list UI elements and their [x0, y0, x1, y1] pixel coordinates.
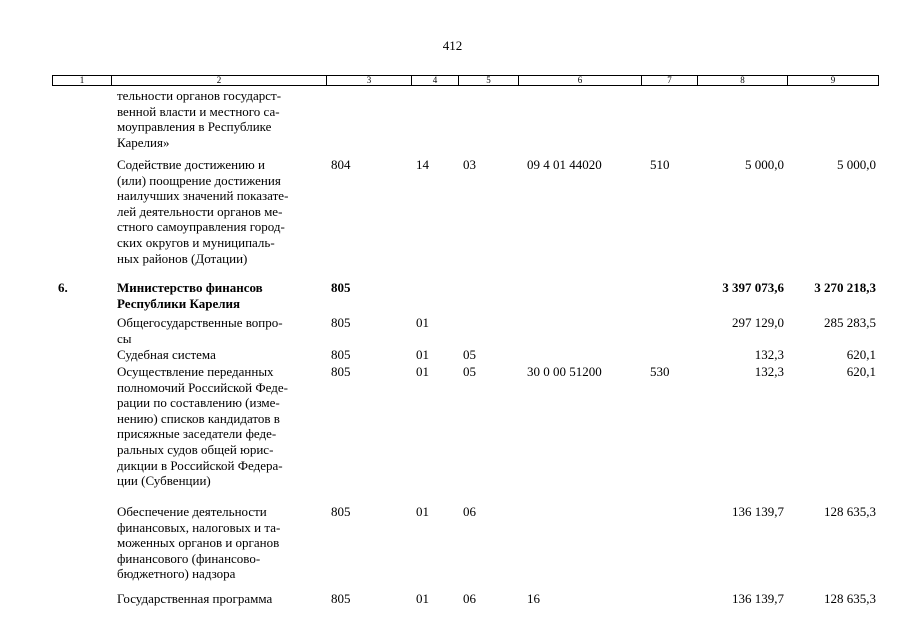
column-number-9: 9: [830, 75, 836, 85]
row-amount-8: 132,3: [754, 364, 784, 379]
column-number-6: 6: [519, 76, 642, 85]
row-expense-type: 530: [650, 364, 670, 379]
row-amount-9: 5 000,0: [837, 157, 876, 172]
row-subsection: 05: [463, 364, 476, 379]
column-number-3: 3: [327, 76, 412, 85]
row-section: 01: [416, 347, 429, 362]
row-name: тельности органов государст- венной власти и местного са- моуправления в Республике Карелия»: [117, 88, 282, 150]
row-amount-9: 620,1: [846, 347, 876, 362]
row-subsection: 06: [463, 591, 476, 606]
row-name: Обеспечение деятельности финансовых, налоговых и та- моженных органов и органов финансового (финансово- бюджетного) надзора: [117, 504, 281, 582]
row-amount-8: 132,3: [754, 347, 784, 362]
column-number-8: 8: [698, 76, 788, 85]
row-subsection: 03: [463, 157, 476, 172]
row-amount-9: 128 635,3: [824, 504, 876, 519]
row-amount-9: 285 283,5: [824, 315, 876, 330]
row-amount-8: 5 000,0: [745, 157, 784, 172]
row-number: 6.: [58, 280, 68, 295]
column-number-1: 1: [53, 76, 112, 85]
row-subsection: 06: [463, 504, 476, 519]
row-section: 01: [416, 504, 429, 519]
row-amount-8: 3 397 073,6: [722, 280, 784, 295]
column-number-4: 4: [412, 76, 459, 85]
row-target-article: 16: [527, 591, 540, 606]
row-name: Министерство финансов Республики Карелия: [117, 280, 263, 311]
row-name: Судебная система: [117, 347, 216, 362]
row-name: Содействие достижению и (или) поощрение достижения наилучших значений показате- лей деятельности органов ме- стного самоуправления город- ских округов и муниципаль- ных районов (Дотации): [117, 157, 289, 266]
row-amount-9: 620,1: [846, 364, 876, 379]
row-section: 01: [416, 591, 429, 606]
row-section: 01: [416, 364, 429, 379]
row-expense-type: 510: [650, 157, 670, 172]
row-target-article: 09 4 01 44020: [527, 157, 602, 172]
row-amount-8: 136 139,7: [732, 591, 784, 606]
row-code: 805: [331, 280, 351, 295]
row-target-article: 30 0 00 51200: [527, 364, 602, 379]
row-amount-8: 136 139,7: [732, 504, 784, 519]
table-header: [52, 75, 879, 86]
row-amount-8: 297 129,0: [732, 315, 784, 330]
column-number-7: 7: [642, 76, 698, 85]
row-amount-9: 3 270 218,3: [814, 280, 876, 295]
column-number-5: 5: [459, 76, 519, 85]
row-code: 805: [331, 347, 351, 362]
row-code: 804: [331, 157, 351, 172]
row-code: 805: [331, 591, 351, 606]
row-subsection: 05: [463, 347, 476, 362]
row-name: Государственная программа: [117, 591, 273, 606]
column-number-2: 2: [112, 76, 327, 85]
row-code: 805: [331, 504, 351, 519]
row-section: 14: [416, 157, 429, 172]
row-name: Осуществление переданных полномочий Российской Феде- рации по составлению (изме- нению) списков кандидатов в присяжные заседатели феде- ральных судов общей юрис- дикции в Российской Федера- ции (Субвенции): [117, 364, 288, 489]
row-code: 805: [331, 315, 351, 330]
row-amount-9: 128 635,3: [824, 591, 876, 606]
row-name: Общегосударственные вопро- сы: [117, 315, 283, 346]
row-section: 01: [416, 315, 429, 330]
row-code: 805: [331, 364, 351, 379]
page-number: 412: [442, 38, 463, 53]
